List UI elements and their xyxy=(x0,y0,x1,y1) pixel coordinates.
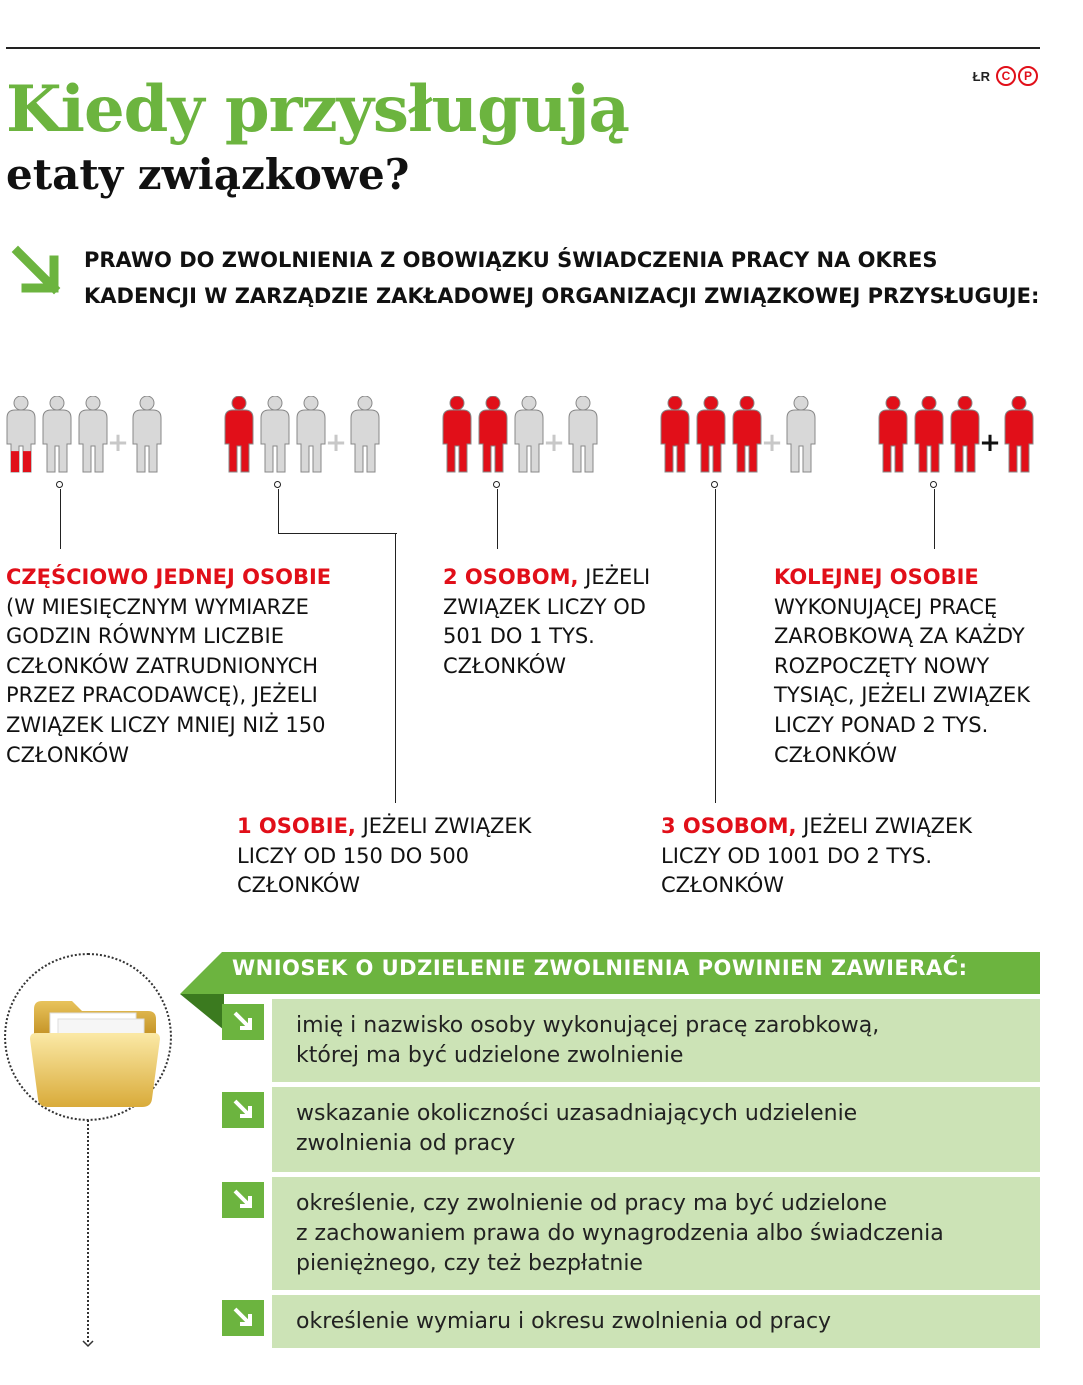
group-4-description xyxy=(661,812,1001,901)
logo-letter-p: P xyxy=(1018,66,1038,86)
group-3-description xyxy=(443,563,675,681)
connector-line-1 xyxy=(60,489,61,549)
group-1-description xyxy=(6,563,366,770)
request-item xyxy=(272,1084,1040,1172)
folder-icon xyxy=(28,995,162,1113)
person-icon xyxy=(661,396,689,472)
intro-text: PRAWO DO ZWOLNIENIA Z OBOWIĄZKU ŚWIADCZENIA PRACY NA OKRES KADENCJI W ZARZĄDZIE ZAKŁADOWEJ ORGANIZACJI ZWIĄZKOWEJ PRZYSŁUGUJE: xyxy=(84,248,1040,308)
group-2-text: JEŻELI ZWIĄZEK LICZY OD 150 DO 500 CZŁONKÓW xyxy=(237,814,532,898)
person-icon xyxy=(225,396,253,472)
page-title: Kiedy przysługują xyxy=(6,72,629,147)
person-icon xyxy=(879,396,907,472)
dotted-line xyxy=(87,1120,89,1342)
logo-letter-c: C xyxy=(996,66,1016,86)
banner-fold xyxy=(180,994,224,1034)
request-item-line: której ma być udzielone zwolnienie xyxy=(296,1043,684,1068)
connector-dot-3 xyxy=(493,481,500,488)
request-item xyxy=(272,1174,1040,1290)
arrow-down-right-icon xyxy=(222,1182,264,1218)
plus-icon: + xyxy=(761,428,783,458)
group-3-text: JEŻELI ZWIĄZEK LICZY OD 501 DO 1 TYS. CZŁONKÓW xyxy=(443,565,651,678)
arrow-down-right-icon xyxy=(222,1300,264,1336)
person-icon xyxy=(1005,396,1033,472)
page-subtitle: etaty związkowe? xyxy=(6,150,410,199)
person-icon xyxy=(443,396,471,472)
request-item-text xyxy=(296,1307,831,1337)
group-2-description xyxy=(237,812,567,901)
group-3-highlight: 2 OSOBOM, xyxy=(443,565,579,589)
person-icon xyxy=(787,396,815,472)
group-5-text: WYKONUJĄCEJ PRACĘ ZAROBKOWĄ ZA KAŻDY ROZPOCZĘTY NOWY TYSIĄC, JEŻELI ZWIĄZEK LICZY PONAD 2 TYS. CZŁONKÓW xyxy=(774,594,1031,767)
connector-dot-1 xyxy=(56,481,63,488)
figure-group-5 xyxy=(878,396,1068,476)
connector-dot-5 xyxy=(930,481,937,488)
connector-line-2 xyxy=(278,489,397,534)
connector-line-2b xyxy=(395,533,396,803)
person-icon xyxy=(351,396,379,472)
person-icon xyxy=(261,396,289,472)
connector-line-5 xyxy=(934,489,935,549)
arrow-down-right-icon xyxy=(10,244,66,300)
connector-dot-2 xyxy=(274,481,281,488)
person-icon xyxy=(697,396,725,472)
person-icon xyxy=(43,396,71,472)
figure-group-4 xyxy=(660,396,850,476)
person-icon xyxy=(479,396,507,472)
group-2-highlight: 1 OSOBIE, xyxy=(237,814,356,838)
plus-icon: + xyxy=(107,428,129,458)
plus-icon: + xyxy=(543,428,565,458)
credit-label: ŁR xyxy=(972,68,990,84)
person-icon xyxy=(79,396,107,472)
group-5-highlight: KOLEJNEJ OSOBIE xyxy=(774,565,979,589)
connector-dot-4 xyxy=(711,481,718,488)
person-icon xyxy=(297,396,325,472)
person-icon xyxy=(515,396,543,472)
plus-icon: + xyxy=(325,428,347,458)
group-1-highlight: CZĘŚCIOWO JEDNEJ OSOBIE xyxy=(6,565,332,589)
request-item-line: wskazanie okoliczności uzasadniających udzielenie xyxy=(296,1101,858,1126)
figure-group-2 xyxy=(224,396,414,476)
plus-icon: + xyxy=(979,428,1001,458)
request-item xyxy=(272,996,1040,1082)
request-item-line: imię i nazwisko osoby wykonującej pracę zarobkową, xyxy=(296,1013,880,1038)
credit xyxy=(973,66,1038,86)
connector-line-4 xyxy=(715,489,716,803)
request-item-line: pieniężnego, czy też bezpłatnie xyxy=(296,1251,643,1276)
person-icon xyxy=(569,396,597,472)
request-item xyxy=(272,1292,1040,1348)
person-icon xyxy=(915,396,943,472)
request-item-line: określenie, czy zwolnienie od pracy ma być udzielone xyxy=(296,1191,888,1216)
person-icon xyxy=(7,396,35,472)
figure-group-1 xyxy=(6,396,196,476)
top-rule xyxy=(6,47,1040,49)
request-heading: WNIOSEK O UDZIELENIE ZWOLNIENIA POWINIEN ZAWIERAĆ: xyxy=(232,956,968,980)
request-item-line: zwolnienia od pracy xyxy=(296,1131,516,1156)
request-item-text xyxy=(296,1099,857,1159)
arrow-down-right-icon xyxy=(222,1092,264,1128)
publisher-logo xyxy=(996,66,1038,86)
figure-group-3 xyxy=(442,396,632,476)
request-item-line: z zachowaniem prawa do wynagrodzenia albo świadczenia xyxy=(296,1221,944,1246)
connector-line-3 xyxy=(497,489,498,549)
person-icon xyxy=(951,396,979,472)
group-4-highlight: 3 OSOBOM, xyxy=(661,814,797,838)
arrow-down-icon xyxy=(81,1338,95,1350)
person-icon xyxy=(733,396,761,472)
group-4-text: JEŻELI ZWIĄZEK LICZY OD 1001 DO 2 TYS. CZŁONKÓW xyxy=(661,814,972,898)
arrow-down-right-icon xyxy=(222,1004,264,1040)
group-1-text: (W MIESIĘCZNYM WYMIARZE GODZIN RÓWNYM LICZBIE CZŁONKÓW ZATRUDNIONYCH PRZEZ PRACODAWCĘ), JEŻELI ZWIĄZEK LICZY MNIEJ NIŻ 150 CZŁONKÓW xyxy=(6,594,326,767)
request-item-text xyxy=(296,1189,944,1279)
request-item-text xyxy=(296,1011,879,1071)
request-item-line: określenie wymiaru i okresu zwolnienia od pracy xyxy=(296,1309,832,1334)
person-icon xyxy=(133,396,161,472)
group-5-description xyxy=(774,563,1049,770)
